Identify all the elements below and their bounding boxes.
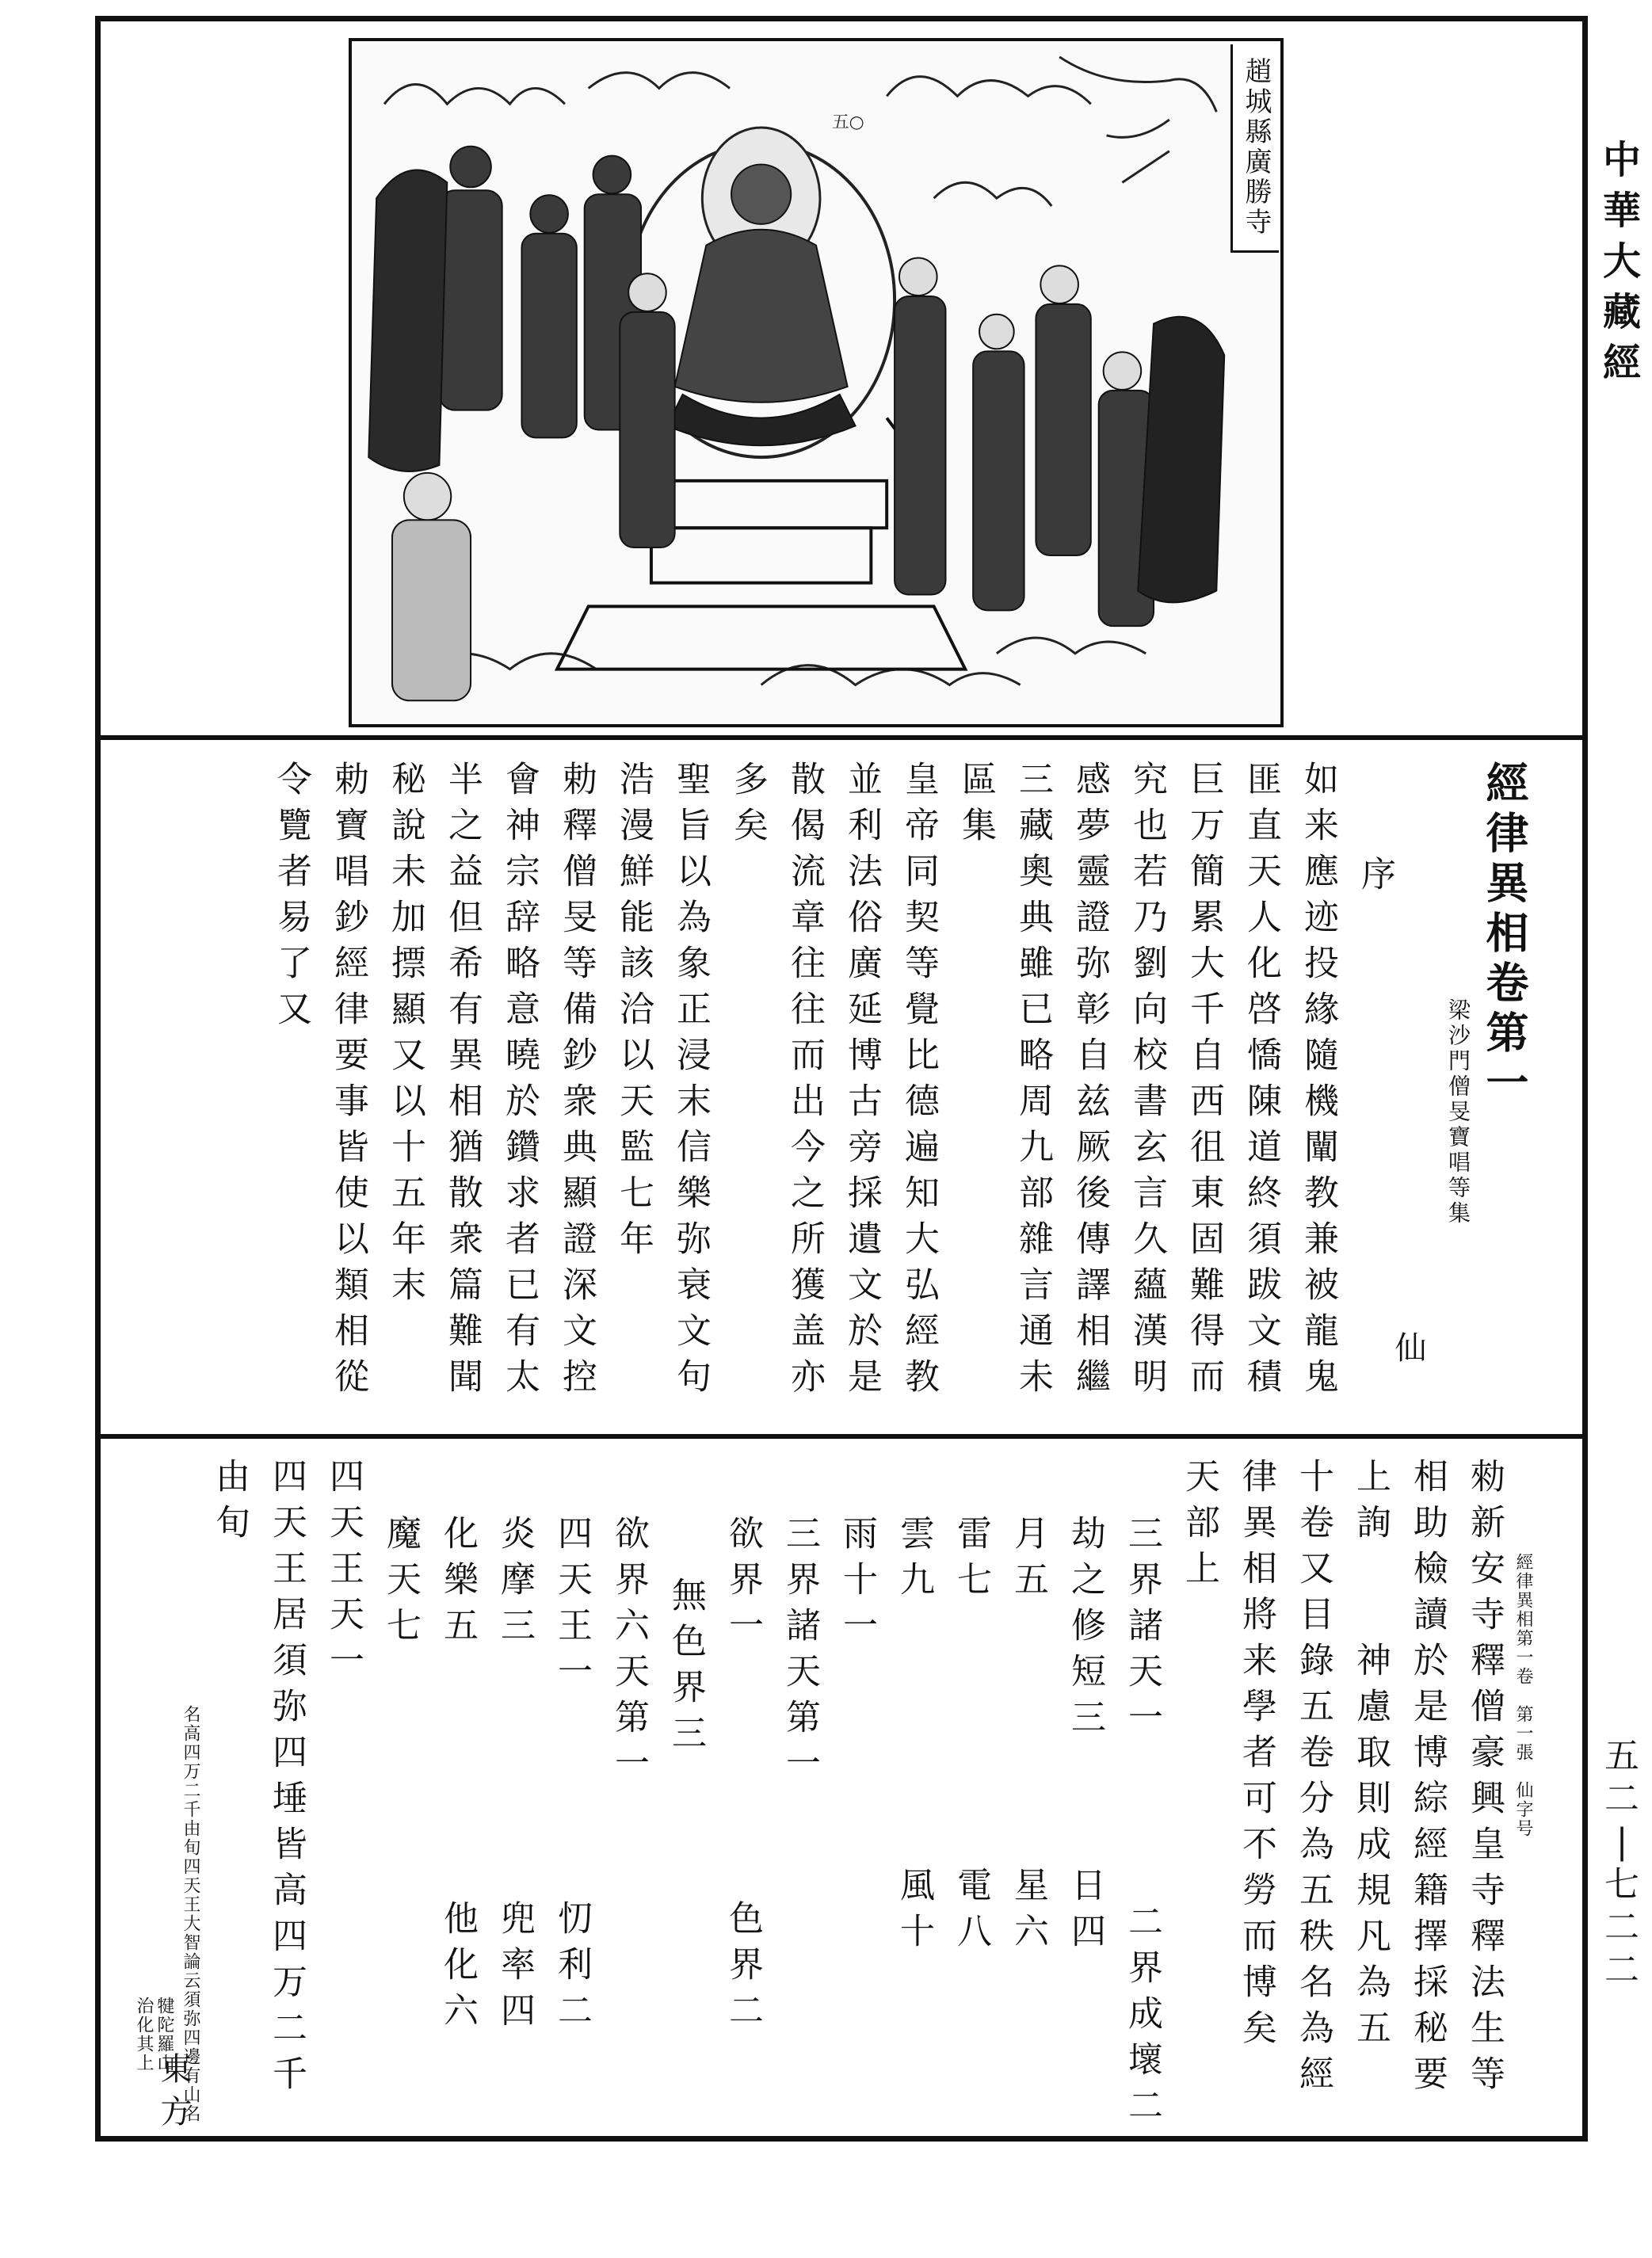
page-number-char: 七	[1604, 1864, 1639, 1905]
page-number-char: |	[1616, 1821, 1628, 1862]
note-line: 名高四万二千由旬四天王	[181, 1705, 200, 1914]
toc-entry: 魔天七	[380, 1515, 421, 1653]
toc-entry: 雷七	[951, 1515, 991, 1607]
preface-line: 究也若乃劉向校書玄言久蘊漢明	[1127, 761, 1167, 1404]
collection-title	[1602, 135, 1642, 388]
toc-entry: 劫之修短三	[1065, 1515, 1105, 1745]
preface-line: 勅釋僧旻等備鈔衆典顯證深文控	[556, 761, 597, 1404]
toc-column	[486, 1458, 543, 2038]
toc-entry: 日四	[1065, 1867, 1105, 1959]
preface-block	[262, 761, 1533, 1418]
note-line: 治化其上	[134, 1997, 154, 2073]
toc-column	[372, 1458, 429, 2123]
chapter-title: 欲界六天第一	[609, 1515, 649, 1791]
toc-entry: 色界二	[723, 1900, 763, 2038]
body-line: 上詢 神慮取則成規凡為五	[1350, 1458, 1391, 2055]
page-number-char: 二	[1604, 1779, 1639, 1819]
toc-entry: 星六	[1008, 1867, 1048, 1959]
interlinear-note	[180, 1458, 200, 2123]
body-line: 律異相將来學者可不勞而博矣	[1236, 1458, 1276, 2055]
toc-column	[1113, 1458, 1170, 2133]
page-number	[1602, 1735, 1642, 1992]
toc-entry: 炎摩三	[494, 1515, 535, 1653]
scroll-title: 經律異相卷第一	[1479, 761, 1530, 1110]
toc-column	[714, 1458, 771, 2038]
toc-entry: 月五	[1008, 1515, 1048, 1607]
preface-line: 區集	[956, 761, 996, 852]
body-line: 勑新安寺釋僧豪興皇寺釋法生等	[1464, 1458, 1505, 2101]
lower-block	[180, 1458, 1533, 2133]
buddha-assembly-woodcut	[352, 41, 1280, 724]
preface-line: 浩漫鮮能該洽以天監七年	[613, 761, 654, 1266]
toc-entry: 風十	[894, 1867, 934, 1959]
preface-line: 三藏奧典雖已略周九部雜言通未	[1013, 761, 1053, 1404]
preface-line: 並利法俗廣延博古旁採遺文於是	[841, 761, 882, 1404]
compiler-line: 梁沙門僧旻寶唱等集	[1445, 998, 1471, 1226]
section-title: 天部上	[1179, 1458, 1219, 1596]
toc-entry: 三界諸天一	[1122, 1515, 1162, 1745]
toc-column	[429, 1458, 486, 2038]
body-line: 相助檢讀於是博綜經籍擇採秘要	[1407, 1458, 1448, 2101]
toc-entry: 忉利二	[551, 1900, 592, 2038]
frontispiece-illustration	[349, 38, 1284, 727]
divider-bottom	[95, 1434, 1588, 1439]
title-char: 大	[1602, 239, 1641, 284]
title-char: 經	[1602, 341, 1641, 385]
toc-entry: 他化六	[437, 1900, 478, 2038]
preface-line: 聖旨以為象正浸末信樂弥衰文句	[670, 761, 711, 1404]
toc-entry: 四天王一	[551, 1515, 592, 1699]
note-line: 犍陀羅山	[155, 1997, 174, 2073]
preface-line: 散偈流章往往而出今之所獲盖亦	[784, 761, 825, 1404]
toc-entry: 化樂五	[437, 1515, 478, 1653]
preface-line: 半之益但希有異相猶散衆篇難聞	[442, 761, 483, 1404]
body-line: 四天王天一	[323, 1458, 364, 1688]
page-number-char: 五	[1604, 1736, 1639, 1776]
toc-entry: 雲九	[894, 1515, 934, 1607]
body-line: 四天王居須弥四埵皆高四万二千	[266, 1458, 307, 2101]
block-mark: 五○	[831, 112, 864, 132]
preface-line: 皇帝同契等覺比德遍知大弘經教	[898, 761, 939, 1404]
note-line: 大智論云須弥四邊有山名	[181, 1914, 200, 2123]
page-number-char: 二	[1604, 1907, 1639, 1947]
toc-column	[885, 1458, 942, 1959]
toc-column	[1056, 1458, 1113, 1959]
body-line-tail: 東方	[155, 2052, 192, 2138]
preface-line: 令覽者易了又	[271, 761, 311, 1036]
body-line: 十卷又目錄五卷分為五秩名為經	[1293, 1458, 1333, 2101]
preface-line: 多矣	[727, 761, 768, 852]
title-char: 華	[1602, 189, 1641, 233]
toc-column	[942, 1458, 999, 1959]
hall-mark: 仙	[1390, 1331, 1426, 1374]
title-char: 藏	[1602, 290, 1641, 334]
body-line: 由旬	[209, 1458, 250, 1550]
toc-entry: 無色界三	[666, 1577, 706, 1760]
preface-line: 匪直天人化啓憍陳道終須跋文積	[1241, 761, 1281, 1404]
toc-entry: 兜率四	[494, 1900, 535, 2038]
continuation-word	[155, 2052, 192, 2138]
toc-column	[543, 1458, 600, 2038]
toc-entry: 欲界一	[723, 1515, 763, 1653]
toc-column	[828, 1458, 885, 2123]
page-number-char: 二	[1604, 1950, 1639, 1990]
divider-top	[95, 735, 1588, 740]
annotated-line	[180, 1458, 258, 2123]
title-char: 中	[1602, 138, 1641, 182]
toc-column	[999, 1458, 1056, 1959]
toc-entry: 雨十一	[837, 1515, 877, 1653]
preface-line: 會神宗辞略意曉於鑽求者已有太	[499, 761, 540, 1404]
preface-line: 感夢靈證弥彰自兹厥後傳譯相繼	[1070, 761, 1110, 1404]
illustration-label: 趙城縣廣勝寺	[1230, 44, 1279, 253]
preface-heading: 序	[1355, 856, 1395, 902]
guardian-figure	[368, 170, 447, 471]
chapter-title: 三界諸天第一	[780, 1515, 820, 1791]
preface-line: 巨万簡累大千自西徂東固難得而	[1184, 761, 1224, 1404]
toc-column	[657, 1458, 714, 2123]
preface-line: 秘說未加摽顯又以十五年末	[385, 761, 425, 1312]
sheet-note: 經律異相第一卷 第一張 仙字号	[1513, 1553, 1533, 1838]
preface-line: 如来應迹投緣隨機闡教兼被龍鬼	[1298, 761, 1338, 1404]
toc-entry: 電八	[951, 1867, 991, 1959]
toc-entry: 二界成壞二	[1122, 1903, 1162, 2133]
preface-line: 勅寶唱鈔經律要事皆使以類相從	[328, 761, 368, 1404]
